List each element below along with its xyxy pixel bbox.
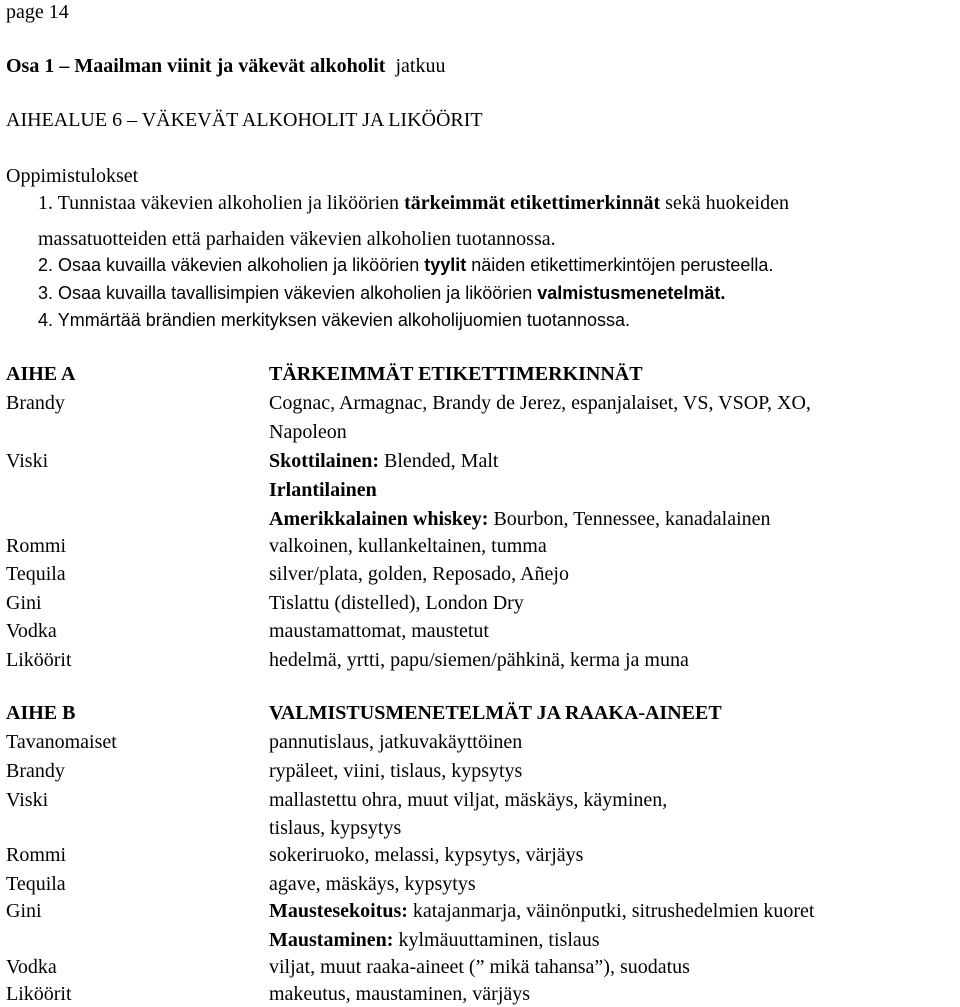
- topic-a-american: [269, 507, 771, 531]
- outcome-4: 4. Ymmärtää brändien merkityksen väkevien alkoholijuomien tuotannossa.: [38, 310, 630, 330]
- gini-label-2: Maustaminen:: [269, 929, 394, 951]
- topic-a-vodka: Vodka: [6, 620, 57, 642]
- part-title: [6, 54, 445, 78]
- american-label: Amerikkalainen whiskey:: [269, 508, 489, 530]
- topic-b-viski-info-2: tislaus, kypsytys: [269, 817, 402, 839]
- topic-b-viski: Viski: [6, 789, 49, 811]
- american-text: Bourbon, Tennessee, kanadalainen: [488, 508, 771, 530]
- scotch-text: Blended, Malt: [379, 450, 499, 472]
- topic-b-tequila: Tequila: [6, 873, 66, 895]
- outcome-3: [38, 281, 725, 305]
- topic-b-likoorit-info: makeutus, maustaminen, värjäys: [269, 983, 531, 1005]
- topic-b-rommi: Rommi: [6, 844, 67, 866]
- topic-b-vodka-info: viljat, muut raaka-aineet (” mikä tahansa”), suodatus: [269, 956, 690, 978]
- topic-b-viski-info: mallastettu ohra, muut viljat, mäskäys, käyminen,: [269, 789, 668, 811]
- topic-b-label: AIHE B: [6, 702, 76, 724]
- topic-a-scotch: [269, 449, 498, 473]
- topic-b-brandy: Brandy: [6, 760, 65, 782]
- outcome-1-post: sekä huokeiden: [660, 192, 789, 214]
- topic-b-gini-info-2: [269, 928, 600, 952]
- scotch-label: Skottilainen:: [269, 450, 380, 472]
- topic-b-likoorit: Liköörit: [6, 983, 72, 1005]
- outcome-3-text: 3. Osaa kuvailla tavallisimpien väkevien alkoholien ja liköörien: [38, 283, 538, 303]
- gini-text: katajanmarja, väinönputki, sitrushedelmien kuoret: [407, 900, 815, 922]
- topic-a-rommi: Rommi: [6, 535, 67, 557]
- outcome-3-bold: valmistusmenetelmät.: [537, 283, 726, 303]
- topic-b-tavanomaiset-info: pannutislaus, jatkuvakäyttöinen: [269, 731, 523, 753]
- topic-a-irish: Irlantilainen: [269, 479, 377, 501]
- topic-a-tequila-info: silver/plata, golden, Reposado, Añejo: [269, 563, 569, 585]
- part-title-text: Osa 1 – Maailman viinit ja väkevät alkoholit: [6, 55, 386, 77]
- topic-a-likoorit: Liköörit: [6, 649, 72, 671]
- topic-a-brandy-info: Cognac, Armagnac, Brandy de Jerez, espanjalaiset, VS, VSOP, XO,: [269, 392, 811, 414]
- topic-a-brandy: Brandy: [6, 392, 65, 414]
- gini-label: Maustesekoitus:: [269, 900, 408, 922]
- outcome-1-text: 1. Tunnistaa väkevien alkoholien ja liköörien: [38, 192, 405, 214]
- topic-b-gini: Gini: [6, 900, 42, 922]
- topic-a-likoorit-info: hedelmä, yrtti, papu/siemen/pähkinä, kerma ja muna: [269, 649, 689, 671]
- topic-b-tequila-info: agave, mäskäys, kypsytys: [269, 873, 476, 895]
- topic-b-heading: VALMISTUSMENETELMÄT JA RAAKA-AINEET: [269, 702, 722, 724]
- topic-a-heading: TÄRKEIMMÄT ETIKETTIMERKINNÄT: [269, 363, 643, 385]
- topic-b-gini-info: [269, 899, 814, 923]
- outcome-2: [38, 253, 773, 277]
- outcome-2-post: näiden etikettimerkintöjen perusteella.: [466, 255, 774, 275]
- outcome-2-text: 2. Osaa kuvailla väkevien alkoholien ja liköörien: [38, 255, 425, 275]
- topic-b-tavanomaiset: Tavanomaiset: [6, 731, 117, 753]
- outcome-1-continued: massatuotteiden että parhaiden väkevien alkoholien tuotannossa.: [38, 228, 556, 250]
- topic-a-gini: Gini: [6, 592, 42, 614]
- topic-b-rommi-info: sokeriruoko, melassi, kypsytys, värjäys: [269, 844, 584, 866]
- outcome-1: [38, 191, 789, 215]
- topic-b-brandy-info: rypäleet, viini, tislaus, kypsytys: [269, 760, 523, 782]
- topic-a-gini-info: Tislattu (distelled), London Dry: [269, 592, 524, 614]
- gini-text-2: kylmäuuttaminen, tislaus: [393, 929, 600, 951]
- topic-a-label: AIHE A: [6, 363, 76, 385]
- section-title: AIHEALUE 6 – VÄKEVÄT ALKOHOLIT JA LIKÖÖRIT: [6, 109, 483, 131]
- topic-a-vodka-info: maustamattomat, maustetut: [269, 620, 489, 642]
- topic-b-vodka: Vodka: [6, 956, 57, 978]
- page-number: page 14: [6, 1, 69, 23]
- topic-a-viski: Viski: [6, 450, 49, 472]
- topic-a-tequila: Tequila: [6, 563, 66, 585]
- outcomes-heading: Oppimistulokset: [6, 165, 139, 187]
- topic-a-brandy-info-2: Napoleon: [269, 421, 347, 443]
- part-title-suffix: jatkuu: [395, 55, 446, 77]
- topic-a-rommi-info: valkoinen, kullankeltainen, tumma: [269, 535, 547, 557]
- outcome-1-bold: tärkeimmät etikettimerkinnät: [404, 192, 661, 214]
- outcome-2-bold: tyylit: [424, 255, 467, 275]
